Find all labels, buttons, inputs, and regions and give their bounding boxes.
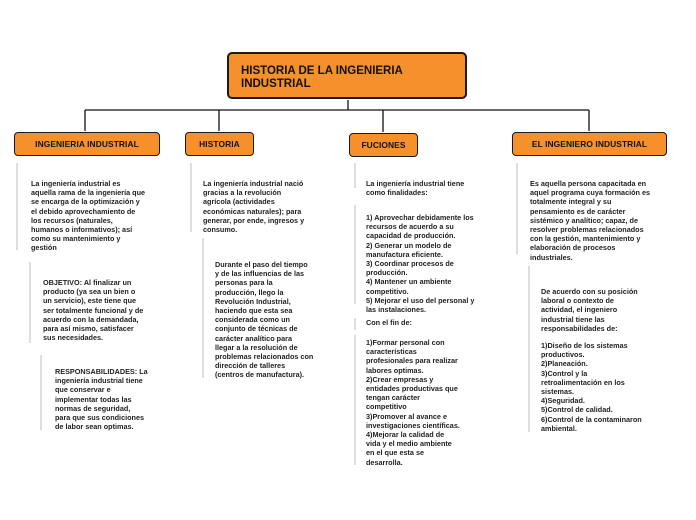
historia-revolucion-text: Durante el paso del tiempo y de las influencias de las personas para la producción, llego la Revolución Industrial, haciendo que esta sea considerada como un conjunto de técnicas de carácter analítico para llegar a la resolución de problemas relacionados con dirección de talleres (centros de manufactura). xyxy=(215,260,314,380)
branch-label: HISTORIA xyxy=(199,139,240,149)
branch-label: FUCIONES xyxy=(361,140,406,150)
root-title-line1: HISTORIA DE LA INGENIERIA xyxy=(241,65,403,77)
branch-label: INGENIERIA INDUSTRIAL xyxy=(35,139,139,149)
ingenieria-definicion-text: La ingeniería industrial es aquella rama de la ingeniería que se encarga de la optimización y el debido aprovechamiento de los recursos (naturales, humanos o informativos); así como su mantenimiento y gestión xyxy=(31,179,146,253)
root-title-line2: INDUSTRIAL xyxy=(241,78,311,90)
ingenieria-responsabilidades-text: RESPONSABILIDADES: La ingeniería industrial tiene que conservar e implementar todas las normas de seguridad, para que sus condiciones de labor sean optimas. xyxy=(55,367,148,432)
root-node[interactable] xyxy=(227,52,467,99)
branch-ingenieria-industrial[interactable] xyxy=(14,132,160,156)
ingenieria-objetivo-text: OBJETIVO: Al finalizar un producto (ya sea un bien o un servicio), este tiene que ser totalmente funcional y de acuerdo con la demandada, para así mismo, satisfacer sus necesidades. xyxy=(43,278,144,343)
ingeniero-responsabilidades-list: 1)Diseño de los sistemas productivos. 2)Planeación. 3)Control y la retroalimentación en los sistemas. 4)Seguridad. 5)Control de calidad. 6)Control de la contaminaron ambiental. xyxy=(541,341,642,433)
ingeniero-responsabilidades-intro: De acuerdo con su posición laboral o contexto de actividad, el ingeniero industrial tiene las responsabilidades de: xyxy=(541,287,638,333)
branch-el-ingeniero-industrial[interactable] xyxy=(512,132,667,156)
funciones-con-el-fin-text: Con el fin de: xyxy=(366,318,412,327)
funciones-objetivos-list: 1)Formar personal con características profesionales para realizar labores optimas. 2)Crear empresas y entidades productivas que tengan carácter competitivo 3)Promover al avance e investigaciones científicas. 4)Mejorar la calidad de vida y el medio ambiente en el que esta se desarrolla. xyxy=(366,338,460,467)
branch-funciones[interactable] xyxy=(349,133,418,157)
branch-historia[interactable] xyxy=(185,132,254,156)
ingeniero-definicion-text: Es aquella persona capacitada en aquel programa cuya formación es totalmente integral y su pensamiento es de carácter sistémico y analítico; capaz, de resolver problemas relacionados con la gestión, mantenimiento y elaboración de procesos industriales. xyxy=(530,179,651,262)
funciones-finalidades-list: 1) Aprovechar debidamente los recursos de acuerdo a su capacidad de producción. 2) Generar un modelo de manufactura eficiente. 3) Coordinar procesos de producción. 4) Mantener un ambiente competitivo. 5) Mejorar el uso del personal y las instalaciones. xyxy=(366,213,475,315)
branch-label: EL INGENIERO INDUSTRIAL xyxy=(531,139,648,149)
funciones-intro-text: La ingeniería industrial tiene como finalidades: xyxy=(366,179,465,198)
historia-origen-text: La ingeniería industrial nació gracias a la revolución agrícola (actividades económicas naturales); para generar, por ende, ingresos y consumo. xyxy=(203,179,305,235)
